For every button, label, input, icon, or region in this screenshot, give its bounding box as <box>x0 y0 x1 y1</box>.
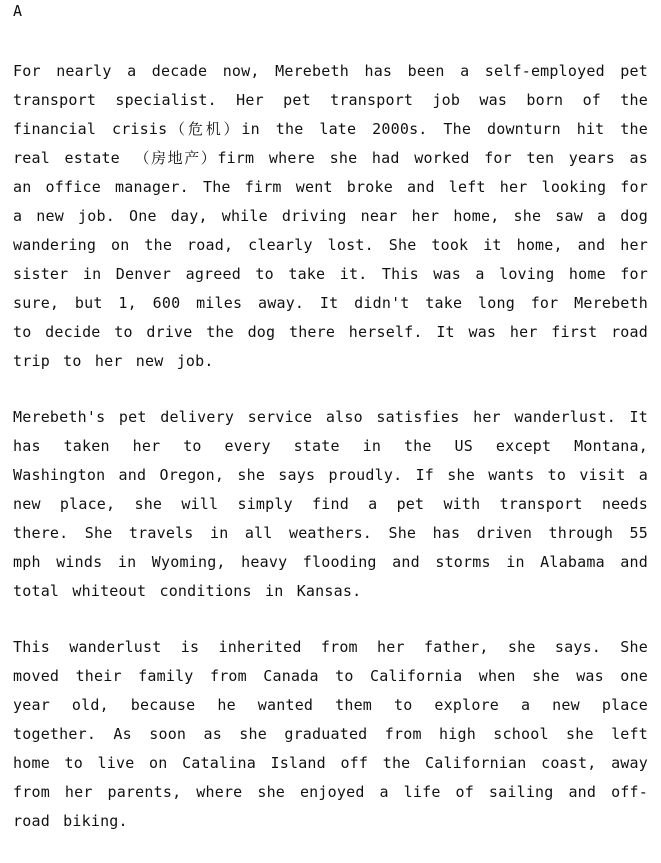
paragraph-1: For nearly a decade now, Merebeth has been a self-employed pet transport specialist. Her pet transport job was born of the financial crisis（危机）in the late 2000s. The downturn hit the real estate （房地产）firm where she had worked for ten years as an office manager. The firm went broke and left her looking for a new job. One day, while driving near her home, she saw a dog wandering on the road, clearly lost. She took it home, and her sister in Denver agreed to take it. This was a loving home for sure, but 1, 600 miles away. It didn't take long for Merebeth to decide to drive the dog there herself. It was her first road trip to her new job. <box>13 62 648 370</box>
paragraph-2: Merebeth's pet delivery service also satisfies her wanderlust. It has taken her to every state in the US except Montana, Washington and Oregon, she says proudly. If she wants to visit a new place, she will simply find a pet with transport needs there. She travels in all weathers. She has driven through 55 mph winds in Wyoming, heavy flooding and storms in Alabama and total whiteout conditions in Kansas. <box>13 408 648 600</box>
paragraph-3: This wanderlust is inherited from her father, she says. She moved their family from Canada to California when she was one year old, because he wanted them to explore a new place together. As soon as she graduated from high school she left home to live on Catalina Island off the Californian coast, away from her parents, where she enjoyed a life of sailing and off-road biking. <box>13 638 648 830</box>
section-label: A <box>13 2 23 20</box>
document-page <box>13 0 648 863</box>
